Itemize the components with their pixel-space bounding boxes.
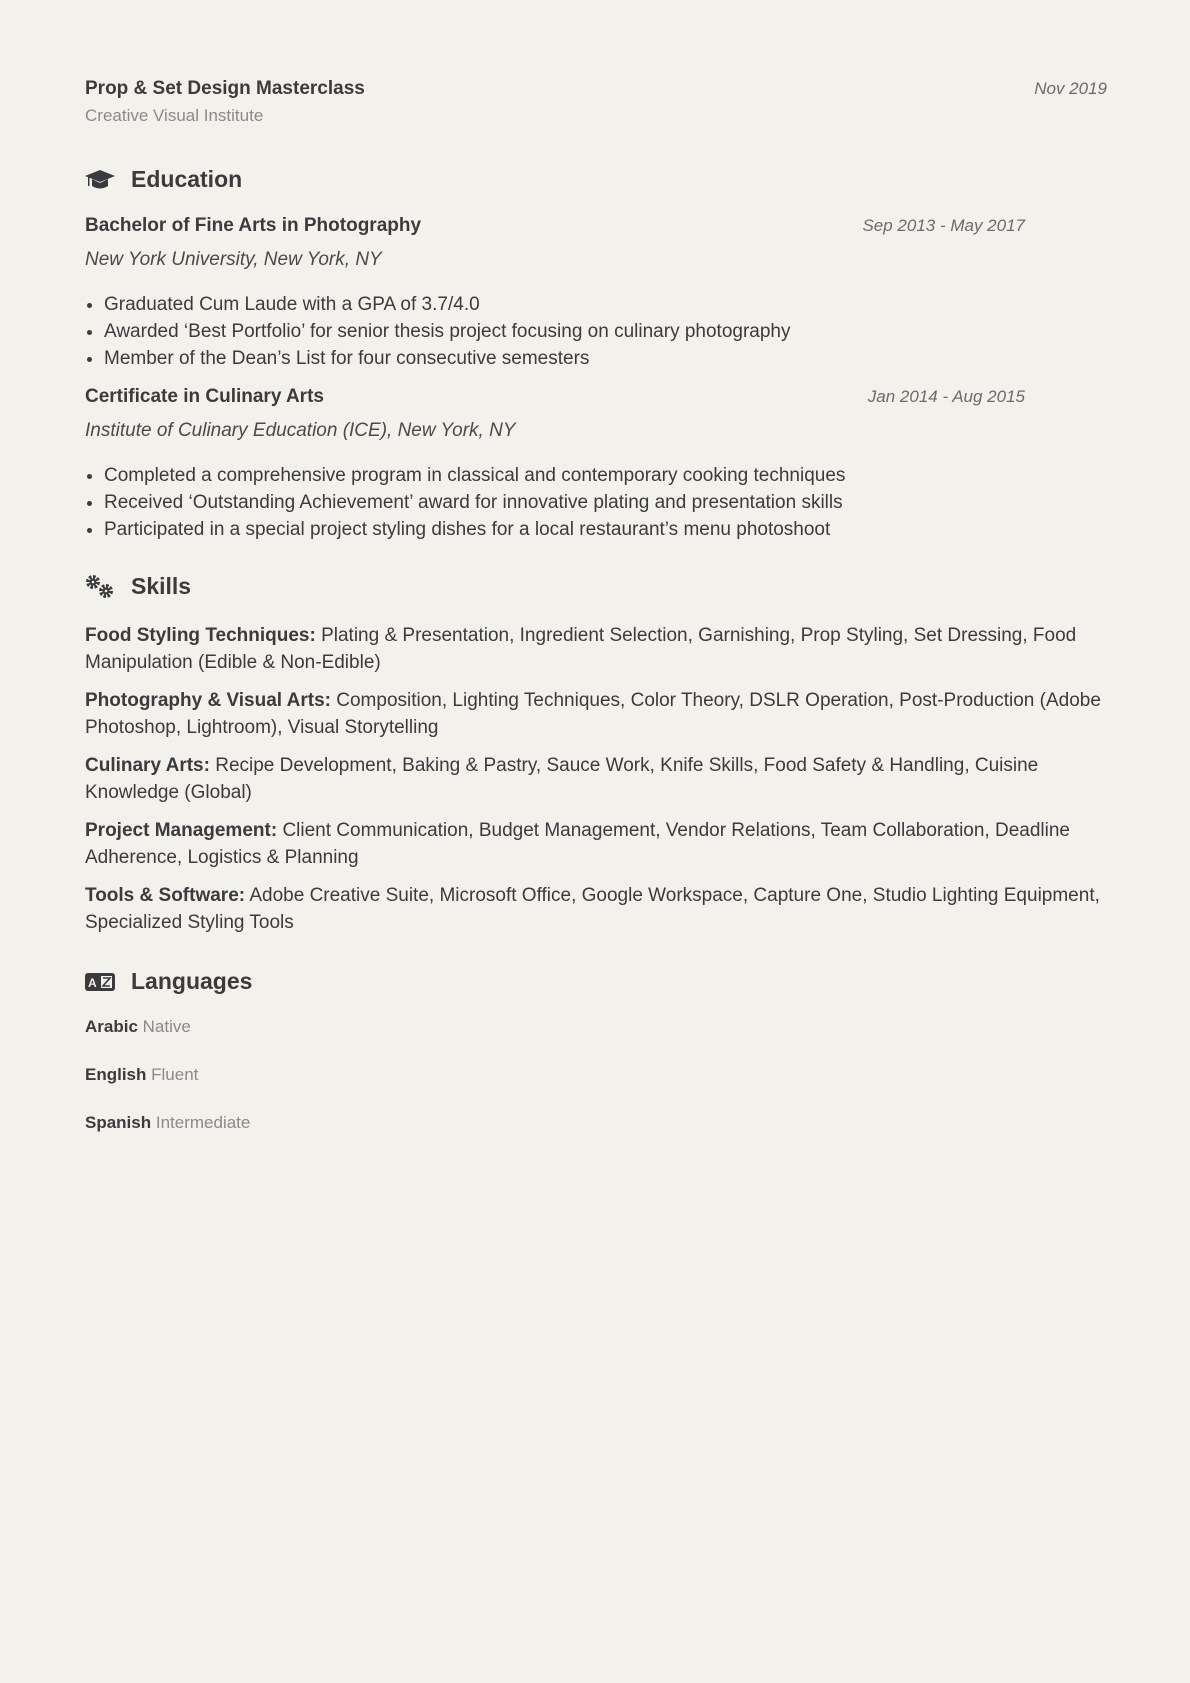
skills-list: [85, 622, 1107, 936]
skill-category: Photography & Visual Arts:: [85, 690, 331, 711]
languages-list: [85, 1017, 1107, 1133]
language-item: [85, 1065, 1107, 1085]
svg-text:A: A: [88, 975, 97, 990]
certification-date: Nov 2019: [1034, 79, 1107, 98]
skill-values: Client Communication, Budget Management, Vendor Relations, Team Collaboration, Deadline Adherence, Logistics & Planning: [85, 820, 1070, 868]
achievement-item: • Participated in a special project styling dishes for a local restaurant’s menu photoshoot: [104, 516, 1107, 543]
languages-section-header: [85, 968, 1107, 995]
language-icon: [85, 970, 115, 994]
language-name: English: [85, 1065, 147, 1084]
institution: New York University, New York, NY: [85, 249, 382, 270]
achievement-item: • Graduated Cum Laude with a GPA of 3.7/4.0: [104, 291, 1107, 318]
achievement-item: • Member of the Dean’s List for four consecutive semesters: [104, 345, 1107, 372]
language-name: Arabic: [85, 1017, 138, 1036]
certification-title: Prop & Set Design Masterclass: [85, 78, 365, 99]
skill-values: Adobe Creative Suite, Microsoft Office, Google Workspace, Capture One, Studio Lighting Equipment, Specialized Styling Tools: [85, 885, 1100, 933]
skill-row: [85, 882, 1107, 936]
achievement-item: • Completed a comprehensive program in classical and contemporary cooking techniques: [104, 462, 1107, 489]
degree-dates: Sep 2013 - May 2017: [862, 216, 1025, 235]
language-level: Fluent: [151, 1065, 199, 1084]
resume-page: [85, 78, 1107, 1161]
education-entry: [85, 386, 1107, 543]
education-heading: Education: [131, 166, 243, 192]
skill-row: [85, 752, 1107, 806]
achievement-item: • Awarded ‘Best Portfolio’ for senior thesis project focusing on culinary photography: [104, 318, 1107, 345]
degree-dates: Jan 2014 - Aug 2015: [867, 387, 1025, 406]
skill-row: [85, 687, 1107, 741]
skill-row: [85, 817, 1107, 871]
language-name: Spanish: [85, 1113, 152, 1132]
gears-icon: [85, 575, 115, 599]
education-entry: [85, 215, 1107, 372]
skill-row: [85, 622, 1107, 676]
skills-heading: Skills: [131, 573, 192, 599]
language-level: Intermediate: [155, 1113, 251, 1132]
graduation-cap-icon: [85, 168, 115, 192]
degree-title: Bachelor of Fine Arts in Photography: [85, 215, 422, 236]
achievement-list: [85, 291, 1107, 372]
skill-values: Recipe Development, Baking & Pastry, Sauce Work, Knife Skills, Food Safety & Handling, Cuisine Knowledge (Global): [85, 755, 1039, 803]
skill-values: Plating & Presentation, Ingredient Selection, Garnishing, Prop Styling, Set Dressing, Food Manipulation (Edible & Non-Edible): [85, 625, 1077, 673]
languages-heading: Languages: [131, 968, 253, 994]
degree-title: Certificate in Culinary Arts: [85, 386, 324, 407]
skill-category: Food Styling Techniques:: [85, 625, 316, 646]
language-level: Native: [142, 1017, 191, 1036]
skills-section-header: [85, 573, 1107, 600]
skill-category: Project Management:: [85, 820, 278, 841]
skill-category: Tools & Software:: [85, 885, 246, 906]
skill-values: Composition, Lighting Techniques, Color Theory, DSLR Operation, Post-Production (Adobe Photoshop, Lightroom), Visual Storytelling: [85, 690, 1101, 738]
achievement-item: • Received ‘Outstanding Achievement’ award for innovative plating and presentation skills: [104, 489, 1107, 516]
education-section-header: [85, 166, 1107, 193]
certification-entry: [85, 78, 1107, 126]
institution: Institute of Culinary Education (ICE), New York, NY: [85, 420, 516, 441]
certification-issuer: Creative Visual Institute: [85, 106, 264, 125]
achievement-list: [85, 462, 1107, 543]
language-item: [85, 1017, 1107, 1037]
language-item: [85, 1113, 1107, 1133]
skill-category: Culinary Arts:: [85, 755, 210, 776]
